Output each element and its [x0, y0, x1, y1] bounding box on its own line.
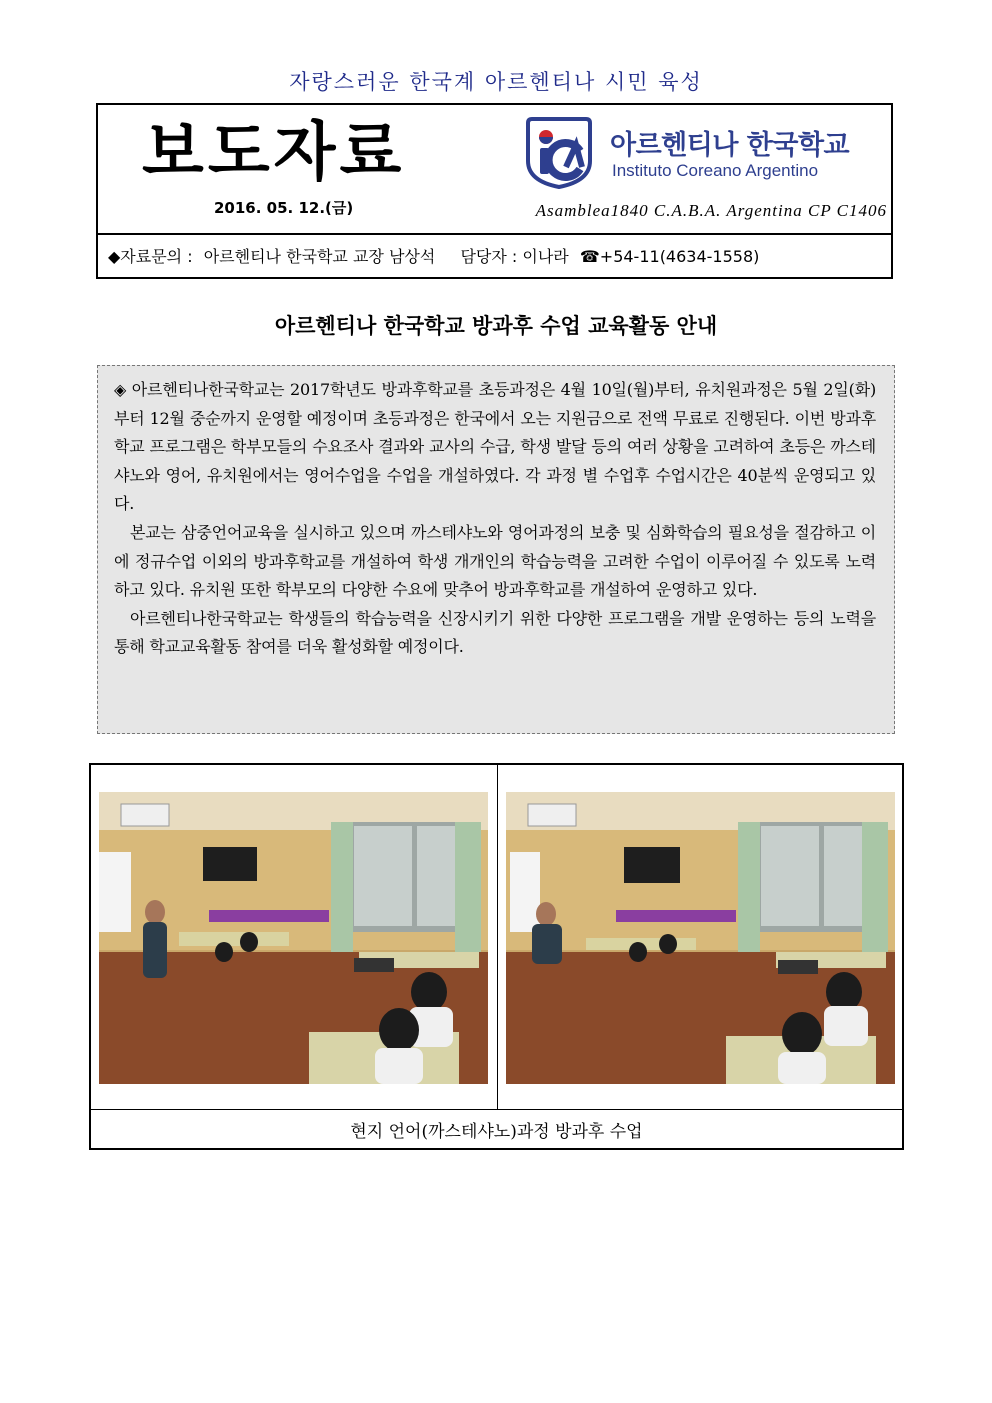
press-release-title: 보도자료 — [142, 116, 406, 190]
slogan: 자랑스러운 한국계 아르헨티나 시민 육성 — [289, 70, 703, 94]
contact-line — [108, 244, 765, 267]
contact-label: ◆자료문의 : — [108, 247, 193, 266]
school-name-spanish: Instituto Coreano Argentino — [612, 161, 819, 180]
body-paragraph-3: 아르헨티나한국학교는 학생들의 학습능력을 신장시키기 위한 다양한 프로그램을 개발 운영하는 등의 노력을 통해 학교교육활동 참여를 더욱 활성화할 예정이다. — [114, 608, 876, 657]
article-body — [97, 365, 895, 734]
contact-principal: 아르헨티나 한국학교 교장 남상석 — [203, 247, 436, 266]
photo-table — [89, 763, 904, 1150]
school-logo-icon — [522, 115, 596, 189]
article-headline: 아르헨티나 한국학교 방과후 수업 교육활동 안내 — [274, 314, 718, 338]
press-header — [96, 103, 893, 279]
photo-table-caption-divider — [91, 1109, 902, 1110]
contact-phone: ☎+54-11(4634-1558) — [579, 247, 760, 266]
photo-caption: 현지 언어(까스테샤노)과정 방과후 수업 — [350, 1122, 643, 1142]
release-date: 2016. 05. 12.(금) — [214, 199, 354, 217]
school-address: Asamblea1840 C.A.B.A. Argentina CP C1406 — [535, 201, 887, 220]
photo-table-divider — [497, 765, 498, 1109]
classroom-photo-left — [99, 792, 488, 1084]
body-paragraph-1: ◈ 아르헨티나한국학교는 2017학년도 방과후학교를 초등과정은 4월 10일(월)부터, 유치원과정은 5월 2일(화)부터 12월 중순까지 운영할 예정이며 초등과정은 한국에서 오는 지원금으로 전액 무료로 진행된다. 이번 방과후학교 프로그램은 학부모들의 수요조사 결과와 교사의 수급, 학생 발달 등의 여러 상황을 고려하여 초등은 까스테샤노와 영어, 유치원에서는 영어수업을 수업을 개설하였다. 각 과정 별 수업후 수업시간은 40분씩 운영되고 있다. — [114, 380, 876, 514]
classroom-photo-right — [506, 792, 895, 1084]
contact-staff: 담당자 : 이나라 — [460, 247, 569, 266]
school-name-korean: 아르헨티나 한국학교 — [610, 130, 850, 161]
body-paragraph-2: 본교는 삼중언어교육을 실시하고 있으며 까스테샤노와 영어과정의 보충 및 심화학습의 필요성을 절감하고 이에 정규수업 이외의 방과후학교를 개설하여 학생 개개인의 학습능력을 고려한 수업이 이루어질 수 있도록 노력하고 있다. 유치원 또한 학부모의 다양한 수요에 맞추어 방과후학교를 개설하여 운영하고 있다. — [114, 522, 876, 600]
header-divider — [98, 233, 891, 235]
